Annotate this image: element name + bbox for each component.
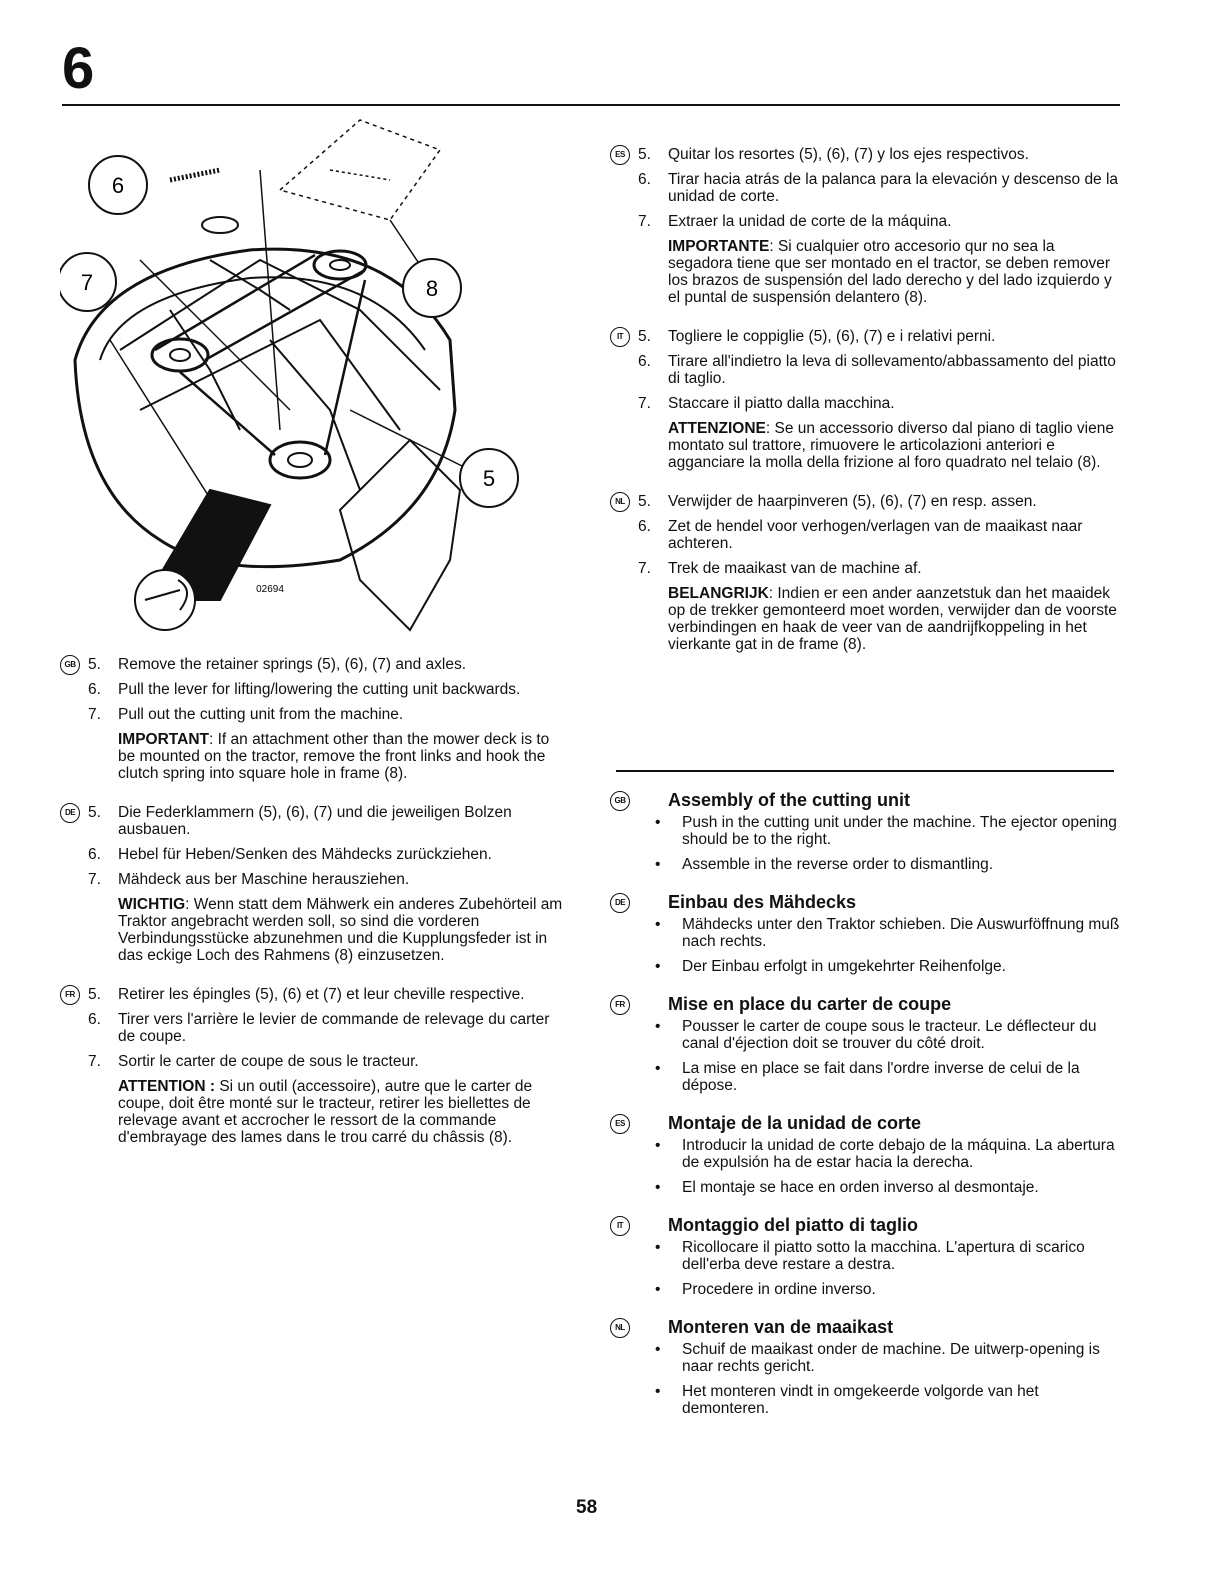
bullet-list	[610, 1341, 1120, 1417]
step-item	[638, 560, 1120, 577]
step-item	[88, 1053, 570, 1070]
bullet-item: • Het monteren vindt in omgekeerde volgorde van het demonteren.	[682, 1383, 1120, 1417]
note-label: BELANGRIJK	[668, 585, 769, 602]
step-number: 5.	[638, 493, 651, 510]
step-item	[638, 395, 1120, 412]
deck-rim	[100, 277, 425, 360]
step-item	[88, 681, 570, 698]
note-text: : Si cualquier otro accesorio qur no sea la segadora tiene que ser montado en el tractor, se deben remover los brazos de suspensión del lado derecho y del lado izquierdo y el puntal de suspensión delantero (8).	[668, 238, 1112, 306]
step-list	[610, 328, 1120, 412]
step-text: Sortir le carter de coupe de sous le tracteur.	[118, 1053, 419, 1070]
step-number: 7.	[638, 395, 651, 412]
section-divider	[616, 770, 1114, 772]
step-list	[60, 804, 570, 888]
step-text: Extraer la unidad de corte de la máquina.	[668, 213, 952, 230]
disassembly-left-column	[60, 656, 570, 1168]
step-item	[88, 1011, 570, 1045]
bullet-item: • Introducir la unidad de corte debajo de la máquina. La abertura de expulsión ha de estar hacia la derecha.	[682, 1137, 1120, 1171]
step-item	[88, 986, 570, 1003]
step-number: 5.	[88, 656, 101, 673]
deck-outline	[75, 249, 455, 567]
bullet-list	[610, 1137, 1120, 1196]
language-badge-icon: ES	[610, 1114, 630, 1134]
step-number: 7.	[88, 1053, 101, 1070]
pulley-center	[270, 442, 330, 478]
language-badge-icon: IT	[610, 1216, 630, 1236]
bullet-item: • La mise en place se fait dans l'ordre inverse de celui de la dépose.	[682, 1060, 1120, 1094]
assembly-heading: Montaggio del piatto di taglio	[668, 1215, 918, 1235]
note-label: WICHTIG	[118, 896, 186, 913]
note-text: : Wenn statt dem Mähwerk ein anderes Zubehörteil am Traktor angebracht werden soll, so sind die vorderen Verbindungsstücke abzunehmen und die Kupplungsfeder ist in das eckige Loch des Rahmens (8) einzusetzen.	[118, 896, 563, 964]
note-text: : If an attachment other than the mower deck is to be mounted on the tractor, remove the front links and hook the clutch spring into square hole in frame (8).	[118, 731, 550, 782]
bullet-item: • Procedere in ordine inverso.	[682, 1281, 1120, 1298]
bullet-item: • Push in the cutting unit under the machine. The ejector opening should be to the right.	[682, 814, 1120, 848]
callout-6-label: 6	[111, 173, 125, 198]
chapter-number: 6	[62, 36, 95, 101]
bullet-item: • Schuif de maaikast onder de machine. De uitwerp-opening is naar rechts gericht.	[682, 1341, 1120, 1375]
step-text: Remove the retainer springs (5), (6), (7) and axles.	[118, 656, 467, 673]
step-number: 6.	[88, 1011, 101, 1028]
important-note	[118, 896, 570, 964]
step-number: 6.	[638, 171, 651, 188]
language-badge-icon: GB	[610, 791, 630, 811]
callout-5-label: 5	[482, 466, 496, 491]
step-number: 7.	[638, 560, 651, 577]
disassembly-right-column	[610, 146, 1120, 675]
assembly-heading: Monteren van de maaikast	[668, 1317, 894, 1337]
step-text: Staccare il piatto dalla macchina.	[668, 395, 895, 412]
language-block-de	[60, 804, 570, 964]
assembly-block-it	[610, 1215, 1120, 1298]
important-note	[668, 238, 1120, 306]
step-item	[638, 213, 1120, 230]
step-number: 5.	[88, 986, 101, 1003]
note-label: IMPORTANT	[118, 731, 209, 748]
bullet-item: • Assemble in the reverse order to dismantling.	[682, 856, 1120, 873]
assembly-heading: Einbau des Mähdecks	[668, 892, 857, 912]
assembly-block-nl	[610, 1317, 1120, 1417]
step-item	[638, 171, 1120, 205]
callout-7-label: 7	[80, 270, 94, 295]
assembly-block-gb	[610, 790, 1120, 873]
language-badge-icon: FR	[610, 995, 630, 1015]
step-text: Quitar los resortes (5), (6), (7) y los ejes respectivos.	[668, 146, 1029, 163]
language-badge-icon: ES	[610, 145, 630, 165]
step-text: Togliere le coppiglie (5), (6), (7) e i relativi perni.	[668, 328, 996, 345]
bullet-item: • Pousser le carter de coupe sous le tracteur. Le déflecteur du canal d'éjection doit se trouver du côté droit.	[682, 1018, 1120, 1052]
page-number: 58	[576, 1497, 598, 1518]
bullet-item: • El montaje se hace en orden inverso al desmontaje.	[682, 1179, 1120, 1196]
step-number: 5.	[638, 146, 651, 163]
header-rule	[62, 104, 1120, 106]
language-block-fr	[60, 986, 570, 1146]
step-number: 6.	[638, 353, 651, 370]
language-badge-icon: NL	[610, 1318, 630, 1338]
language-badge-icon: NL	[610, 492, 630, 512]
step-number: 6.	[88, 846, 101, 863]
assembly-heading: Assembly of the cutting unit	[668, 790, 911, 810]
step-item	[638, 146, 1120, 163]
callout-8-label: 8	[425, 276, 439, 301]
step-item	[88, 656, 570, 673]
note-label: IMPORTANTE	[668, 238, 770, 255]
important-note	[118, 731, 570, 782]
note-label: ATTENTION :	[118, 1078, 216, 1095]
assembly-block-fr	[610, 994, 1120, 1094]
step-list	[610, 146, 1120, 230]
note-text: Si un outil (accessoire), autre que le carter de coupe, doit être monté sur le tracteur, retirer les biellettes de relevage avant et accrocher le ressort de la commande d'embrayage des lames dans le trou carré du châssis (8).	[118, 1078, 533, 1146]
step-number: 5.	[88, 804, 101, 821]
step-text: Mähdeck aus ber Maschine herausziehen.	[118, 871, 410, 888]
step-item	[638, 493, 1120, 510]
step-item	[88, 871, 570, 888]
language-badge-icon: DE	[610, 893, 630, 913]
step-text: Zet de hendel voor verhogen/verlagen van de maaikast naar achteren.	[668, 518, 1083, 552]
part-code: 02694	[256, 584, 284, 595]
step-item	[638, 353, 1120, 387]
step-text: Pull the lever for lifting/lowering the cutting unit backwards.	[118, 681, 521, 698]
language-badge-icon: DE	[60, 803, 80, 823]
step-text: Tirar hacia atrás de la palanca para la elevación y descenso de la unidad de corte.	[668, 171, 1119, 205]
language-badge-icon: IT	[610, 327, 630, 347]
step-number: 6.	[88, 681, 101, 698]
step-item	[88, 706, 570, 723]
step-item	[638, 328, 1120, 345]
step-item	[88, 846, 570, 863]
assembly-block-de	[610, 892, 1120, 975]
bullet-item: • Ricollocare il piatto sotto la macchina. L'apertura di scarico dell'erba deve restare a destra.	[682, 1239, 1120, 1273]
step-list	[610, 493, 1120, 577]
assembly-heading: Montaje de la unidad de corte	[668, 1113, 922, 1133]
step-number: 7.	[638, 213, 651, 230]
language-badge-icon: FR	[60, 985, 80, 1005]
note-text: : Indien er een ander aanzetstuk dan het maaidek op de trekker gemonteerd moet worden, verwijder dan de voorste verbindingen en haak de veer van de aandrijfkoppeling in het vierkante gat in de frame (8).	[668, 585, 1117, 653]
step-item	[638, 518, 1120, 552]
step-text: Die Federklammern (5), (6), (7) und die jeweiligen Bolzen ausbauen.	[118, 804, 512, 838]
step-text: Tirare all'indietro la leva di sollevamento/abbassamento del piatto di taglio.	[668, 353, 1116, 387]
step-number: 7.	[88, 706, 101, 723]
bullet-item: • Mähdecks unter den Traktor schieben. Die Auswurföffnung muß nach rechts.	[682, 916, 1120, 950]
step-list	[60, 656, 570, 723]
step-text: Retirer les épingles (5), (6) et (7) et leur cheville respective.	[118, 986, 525, 1003]
note-text: : Se un accessorio diverso dal piano di taglio viene montato sul trattore, rimuovere le articolazioni anteriori e agganciare la molla della frizione al foro quadrato nel telaio (8).	[668, 420, 1114, 471]
bullet-item: • Der Einbau erfolgt in umgekehrter Reihenfolge.	[682, 958, 1120, 975]
important-note	[668, 420, 1120, 471]
step-number: 6.	[638, 518, 651, 535]
language-block-es	[610, 146, 1120, 306]
bullet-list	[610, 814, 1120, 873]
bullet-list	[610, 1239, 1120, 1298]
step-text: Tirer vers l'arrière le levier de commande de relevage du carter de coupe.	[118, 1011, 550, 1045]
assembly-heading: Mise en place du carter de coupe	[668, 994, 952, 1014]
language-block-nl	[610, 493, 1120, 653]
spring-detail	[170, 170, 220, 180]
step-text: Pull out the cutting unit from the machine.	[118, 706, 404, 723]
language-block-gb	[60, 656, 570, 782]
assembly-section	[610, 790, 1120, 1436]
assembly-block-es	[610, 1113, 1120, 1196]
important-note	[118, 1078, 570, 1146]
step-number: 7.	[88, 871, 101, 888]
step-text: Trek de maaikast van de machine af.	[668, 560, 922, 577]
step-list	[60, 986, 570, 1070]
bullet-list	[610, 1018, 1120, 1094]
language-badge-icon: GB	[60, 655, 80, 675]
step-item	[88, 804, 570, 838]
step-text: Hebel für Heben/Senken des Mähdecks zurückziehen.	[118, 846, 492, 863]
important-note	[668, 585, 1120, 653]
language-block-it	[610, 328, 1120, 471]
bullet-list	[610, 916, 1120, 975]
note-label: ATTENZIONE	[668, 420, 766, 437]
discharge-chute	[340, 440, 460, 630]
step-text: Verwijder de haarpinveren (5), (6), (7) en resp. assen.	[668, 493, 1037, 510]
mower-deck-illustration	[60, 110, 530, 640]
step-number: 5.	[638, 328, 651, 345]
